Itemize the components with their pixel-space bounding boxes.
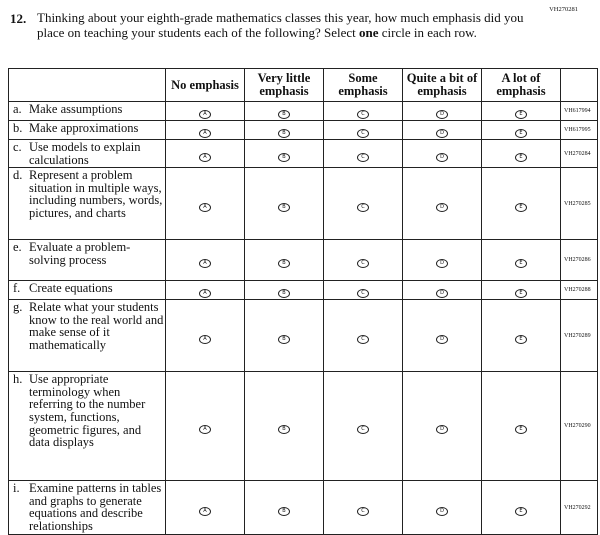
column-header-some-emphasis: Some emphasis	[324, 69, 403, 102]
response-cell	[324, 372, 403, 481]
row-text: Represent a problem situation in multiple ways, including numbers, words, pictures, and charts	[29, 168, 163, 220]
response-cell	[166, 300, 245, 372]
response-cell	[403, 102, 482, 121]
response-bubble[interactable]: A	[199, 153, 211, 162]
item-code: VH270286	[561, 240, 598, 281]
table-row	[9, 300, 598, 372]
header-code-cell	[561, 69, 598, 102]
response-cell	[403, 481, 482, 535]
column-header-quite-a-bit-of-emphasis: Quite a bit of emphasis	[403, 69, 482, 102]
response-cell	[166, 372, 245, 481]
response-bubble[interactable]: E	[515, 425, 527, 434]
response-cell	[482, 300, 561, 372]
column-header-no-emphasis: No emphasis	[166, 69, 245, 102]
response-cell	[482, 372, 561, 481]
response-bubble[interactable]: A	[199, 110, 211, 119]
row-text: Make assumptions	[29, 102, 123, 116]
response-bubble[interactable]: C	[357, 335, 369, 344]
table-row	[9, 140, 598, 168]
response-cell	[245, 102, 324, 121]
response-cell	[324, 102, 403, 121]
response-bubble[interactable]: D	[436, 335, 448, 344]
row-label-wrapper	[13, 241, 165, 266]
response-cell	[166, 481, 245, 535]
response-bubble[interactable]: D	[436, 259, 448, 268]
row-letter: e.	[13, 240, 22, 255]
response-bubble[interactable]: B	[278, 110, 290, 119]
response-bubble[interactable]: E	[515, 507, 527, 516]
response-cell	[482, 121, 561, 140]
response-bubble[interactable]: D	[436, 425, 448, 434]
row-label-wrapper	[13, 103, 165, 116]
row-text: Make approximations	[29, 121, 139, 135]
response-cell	[166, 240, 245, 281]
row-label-wrapper	[13, 482, 165, 532]
response-bubble[interactable]: A	[199, 507, 211, 516]
item-code: VH270290	[561, 372, 598, 481]
item-code: VH617995	[561, 121, 598, 140]
row-letter: a.	[13, 102, 22, 116]
response-cell	[482, 102, 561, 121]
response-cell	[403, 240, 482, 281]
response-bubble[interactable]: C	[357, 110, 369, 119]
response-cell	[403, 140, 482, 168]
row-label	[9, 168, 166, 240]
header-blank-cell	[9, 69, 166, 102]
response-cell	[166, 281, 245, 300]
response-cell	[403, 281, 482, 300]
response-cell	[245, 168, 324, 240]
response-cell	[245, 140, 324, 168]
item-code: VH270285	[561, 168, 598, 240]
response-bubble[interactable]: E	[515, 203, 527, 212]
response-cell	[324, 281, 403, 300]
response-cell	[403, 168, 482, 240]
response-bubble[interactable]: D	[436, 110, 448, 119]
row-text: Evaluate a problem-solving process	[29, 240, 131, 267]
response-cell	[403, 300, 482, 372]
response-cell	[324, 168, 403, 240]
response-cell	[403, 121, 482, 140]
response-grid	[8, 68, 598, 535]
row-letter: g.	[13, 300, 23, 315]
response-cell	[482, 281, 561, 300]
response-cell	[166, 168, 245, 240]
question-number: 12.	[10, 11, 27, 26]
table-row	[9, 121, 598, 140]
response-cell	[324, 240, 403, 281]
response-bubble[interactable]: E	[515, 153, 527, 162]
row-letter: b.	[13, 121, 23, 135]
item-code: VH270289	[561, 300, 598, 372]
response-cell	[166, 102, 245, 121]
response-bubble[interactable]: A	[199, 259, 211, 268]
row-text: Examine patterns in tables and graphs to generate equations and describe relationships	[29, 481, 162, 533]
response-bubble[interactable]: E	[515, 110, 527, 119]
row-letter: d.	[13, 168, 23, 183]
response-bubble[interactable]: D	[436, 289, 448, 298]
response-bubble[interactable]: A	[199, 203, 211, 212]
item-code: VH270284	[561, 140, 598, 168]
response-cell	[245, 481, 324, 535]
response-bubble[interactable]: D	[436, 153, 448, 162]
response-bubble[interactable]: B	[278, 425, 290, 434]
table-row	[9, 168, 598, 240]
row-label-wrapper	[13, 282, 165, 295]
response-cell	[166, 140, 245, 168]
response-bubble[interactable]: B	[278, 129, 290, 138]
response-cell	[166, 121, 245, 140]
response-bubble[interactable]: B	[278, 289, 290, 298]
row-label	[9, 300, 166, 372]
row-letter: i.	[13, 481, 20, 496]
question-text-bold: one	[359, 24, 379, 40]
response-cell	[245, 372, 324, 481]
response-bubble[interactable]: C	[357, 507, 369, 516]
response-cell	[482, 240, 561, 281]
response-cell	[482, 168, 561, 240]
response-bubble[interactable]: C	[357, 129, 369, 138]
row-label-wrapper	[13, 169, 165, 219]
item-code: VH270288	[561, 281, 598, 300]
response-bubble[interactable]: B	[278, 507, 290, 516]
row-label-wrapper	[13, 141, 165, 166]
header-row	[9, 69, 598, 102]
response-bubble[interactable]: A	[199, 335, 211, 344]
row-label	[9, 281, 166, 300]
row-text: Create equations	[29, 281, 113, 296]
response-bubble[interactable]: C	[357, 259, 369, 268]
response-cell	[245, 121, 324, 140]
response-cell	[324, 300, 403, 372]
response-bubble[interactable]: C	[357, 203, 369, 212]
response-bubble[interactable]: C	[357, 425, 369, 434]
response-bubble[interactable]: B	[278, 203, 290, 212]
response-cell	[324, 121, 403, 140]
table-row	[9, 481, 598, 535]
response-bubble[interactable]: B	[278, 259, 290, 268]
row-text: Relate what your students know to the real world and make sense of it mathematically	[29, 300, 164, 352]
response-bubble[interactable]: C	[357, 289, 369, 298]
row-label-wrapper	[13, 373, 165, 449]
response-cell	[482, 140, 561, 168]
response-cell	[324, 140, 403, 168]
item-code: VH270292	[561, 481, 598, 535]
question-text-part2: circle in each row.	[378, 24, 477, 40]
table-row	[9, 281, 598, 300]
row-letter: c.	[13, 140, 22, 154]
row-label	[9, 102, 166, 121]
table-row	[9, 102, 598, 121]
response-cell	[482, 481, 561, 535]
row-label-wrapper	[13, 301, 165, 351]
row-label	[9, 372, 166, 481]
response-bubble[interactable]: A	[199, 425, 211, 434]
response-bubble[interactable]: E	[515, 289, 527, 298]
response-bubble[interactable]: E	[515, 335, 527, 344]
response-bubble[interactable]: D	[436, 203, 448, 212]
form-id: VH270281	[549, 6, 578, 13]
response-bubble[interactable]: D	[436, 507, 448, 516]
row-label	[9, 140, 166, 168]
response-bubble[interactable]: A	[199, 129, 211, 138]
row-text: Use models to explain calculations	[29, 140, 141, 167]
row-text: Use appropriate terminology when referring to the number system, functions, geometric figures, and data displays	[29, 372, 146, 450]
response-bubble[interactable]: C	[357, 153, 369, 162]
response-bubble[interactable]: B	[278, 335, 290, 344]
response-bubble[interactable]: E	[515, 129, 527, 138]
row-label	[9, 240, 166, 281]
response-cell	[245, 240, 324, 281]
question-text	[37, 11, 547, 40]
response-cell	[245, 281, 324, 300]
row-label	[9, 121, 166, 140]
response-cell	[324, 481, 403, 535]
table-row	[9, 372, 598, 481]
response-cell	[245, 300, 324, 372]
row-letter: f.	[13, 281, 21, 296]
row-letter: h.	[13, 372, 23, 387]
table-row	[9, 240, 598, 281]
response-bubble[interactable]: A	[199, 289, 211, 298]
question-text-part1: Thinking about your eighth-grade mathematics classes this year, how much emphasis did you place on teaching your students each of the following? Select	[37, 10, 524, 40]
response-bubble[interactable]: E	[515, 259, 527, 268]
row-label	[9, 481, 166, 535]
response-bubble[interactable]: B	[278, 153, 290, 162]
row-label-wrapper	[13, 122, 165, 135]
column-header-very-little-emphasis: Very little emphasis	[245, 69, 324, 102]
item-code: VH617994	[561, 102, 598, 121]
column-header-a-lot-of-emphasis: A lot of emphasis	[482, 69, 561, 102]
response-bubble[interactable]: D	[436, 129, 448, 138]
response-cell	[403, 372, 482, 481]
